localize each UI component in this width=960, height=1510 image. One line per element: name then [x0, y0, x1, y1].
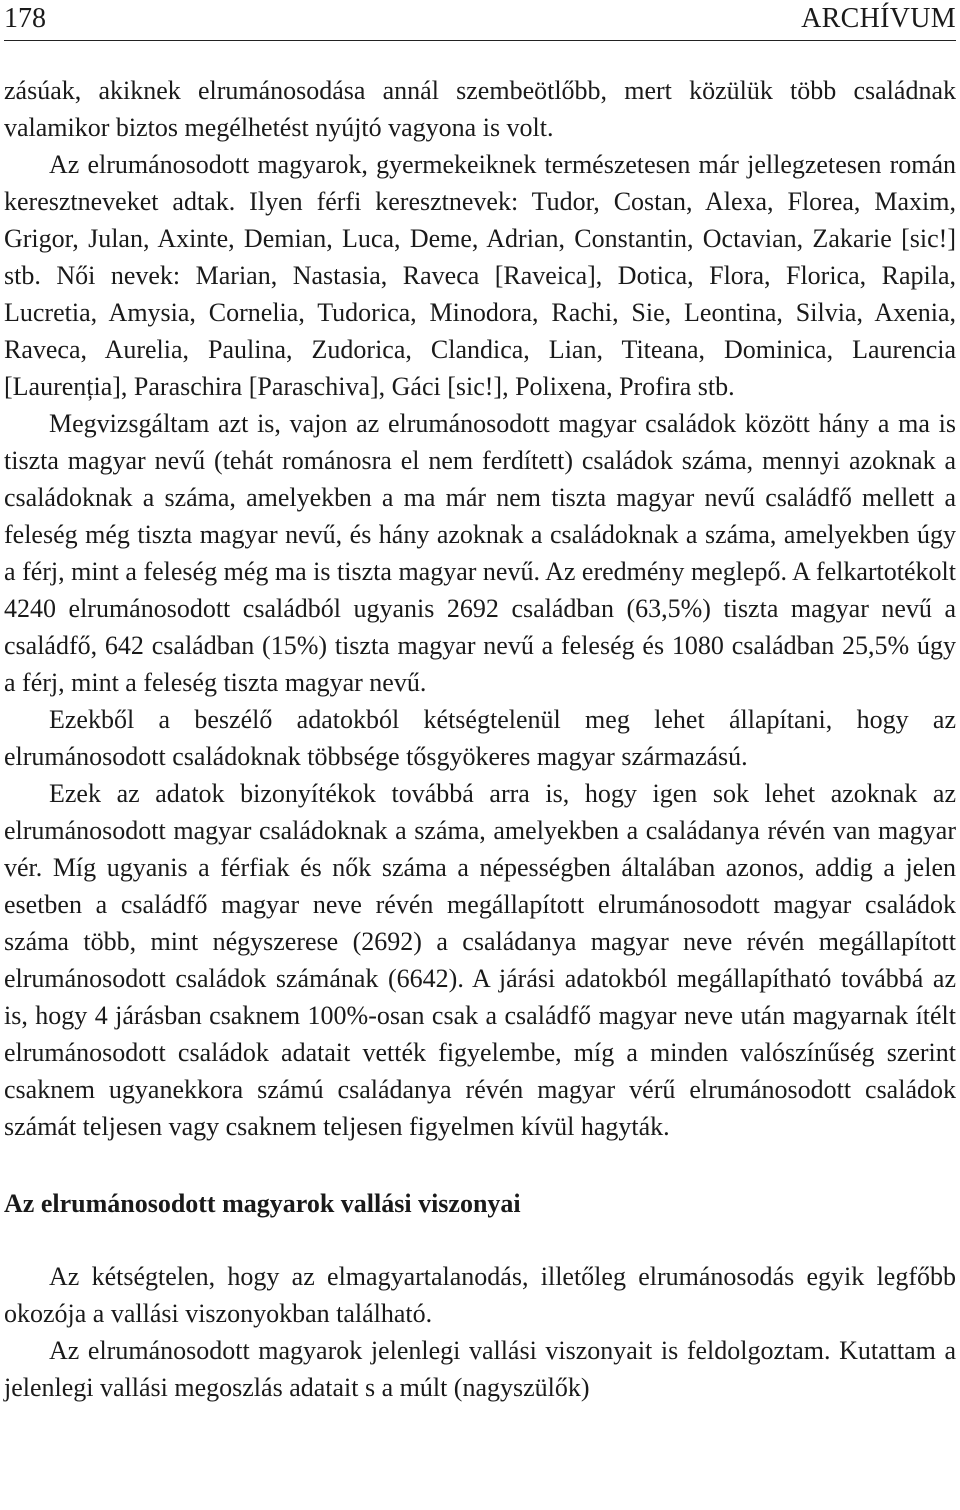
section-heading: Az elrumánosodott magyarok vallási viszonyai [4, 1189, 521, 1218]
paragraph-evidence: Ezek az adatok bizonyítékok továbbá arra is, hogy igen sok lehet azoknak az elrumánosodott magyar családoknak a száma, amelyekben a családanya révén van magyar vér. Míg ugyanis a férfiak és nők száma a népességben általában azonos, addig a jelen esetben a családfő magyar neve révén megállapított elrumánosodott magyar családok száma több, mint négyszerese (2692) a családanya magyar neve révén megállapított elrumánosodott családok számának (6642). A járási adatokból megállapítható továbbá az is, hogy 4 járásban csaknem 100%-osan csak a családfő magyar neve után magyarnak ítélt elrumánosodott családok adatait vették figyelembe, míg a minden valószínűség szerint csaknem ugyanekkora számú családanya révén magyar vérű elrumánosodott családok számát teljesen vagy csaknem teljesen figyelmen kívül hagyták. [4, 779, 956, 1141]
running-title: ARCHÍVUM [801, 3, 956, 34]
paragraph-religion-intro: Az kétségtelen, hogy az elmagyartalanodás, illetőleg elrumánosodás egyik legfőbb okozója a vallási viszonyokban található. [4, 1262, 956, 1328]
page-number: 178 [4, 3, 46, 34]
paragraph-continuation: zásúak, akiknek elrumánosodása annál szembeötlőbb, mert közülük több családnak valamikor biztos megélhetést nyújtó vagyona is volt. [4, 76, 956, 142]
paragraph-conclusion: Ezekből a beszélő adatokból kétségtelenül meg lehet állapítani, hogy az elrumánosodott családoknak többsége tősgyökeres magyar származású. [4, 705, 956, 771]
header-rule [4, 40, 956, 41]
paragraph-first-names: Az elrumánosodott magyarok, gyermekeiknek természetesen már jellegzetesen román keresztneveket adtak. Ilyen férfi keresztnevek: Tudor, Costan, Alexa, Florea, Maxim, Grigor, Julan, Axinte, Demian, Luca, Deme, Adrian, Constantin, Octavian, Zakarie [sic!] stb. Női nevek: Marian, Nastasia, Raveca [Raveica], Dotica, Flora, Florica, Rapila, Lucretia, Amysia, Cornelia, Tudorica, Minodora, Rachi, Sie, Leontina, Silvia, Axenia, Raveca, Aurelia, Paulina, Zudorica, Clandica, Lian, Titeana, Dominica, Laurencia [Laurenția], Paraschira [Paraschiva], Gáci [sic!], Polixena, Profira stb. [4, 150, 956, 401]
running-header [4, 2, 956, 38]
body-text [4, 72, 956, 1406]
paragraph-family-names: Megvizsgáltam azt is, vajon az elrumánosodott magyar családok között hány a ma is tiszta magyar nevű (tehát románosra el nem ferdített) családok száma, mennyi azoknak a családoknak a száma, amelyekben a ma már nem tiszta magyar nevű családfő mellett a feleség még tiszta magyar nevű, és hány azoknak a családoknak a száma, amelyekben úgy a férj, mint a feleség még ma is tiszta magyar nevű. Az eredmény meglepő. A felkartotékolt 4240 elrumánosodott családból ugyanis 2692 családban (63,5%) tiszta magyar nevű a családfő, 642 családban (15%) tiszta magyar nevű a feleség és 1080 családban 25,5% úgy a férj, mint a feleség tiszta magyar nevű. [4, 409, 956, 697]
paragraph-religion-research: Az elrumánosodott magyarok jelenlegi vallási viszonyait is feldolgoztam. Kutattam a jelenlegi vallási megoszlás adatait s a múlt (nagyszülők) [4, 1336, 956, 1402]
